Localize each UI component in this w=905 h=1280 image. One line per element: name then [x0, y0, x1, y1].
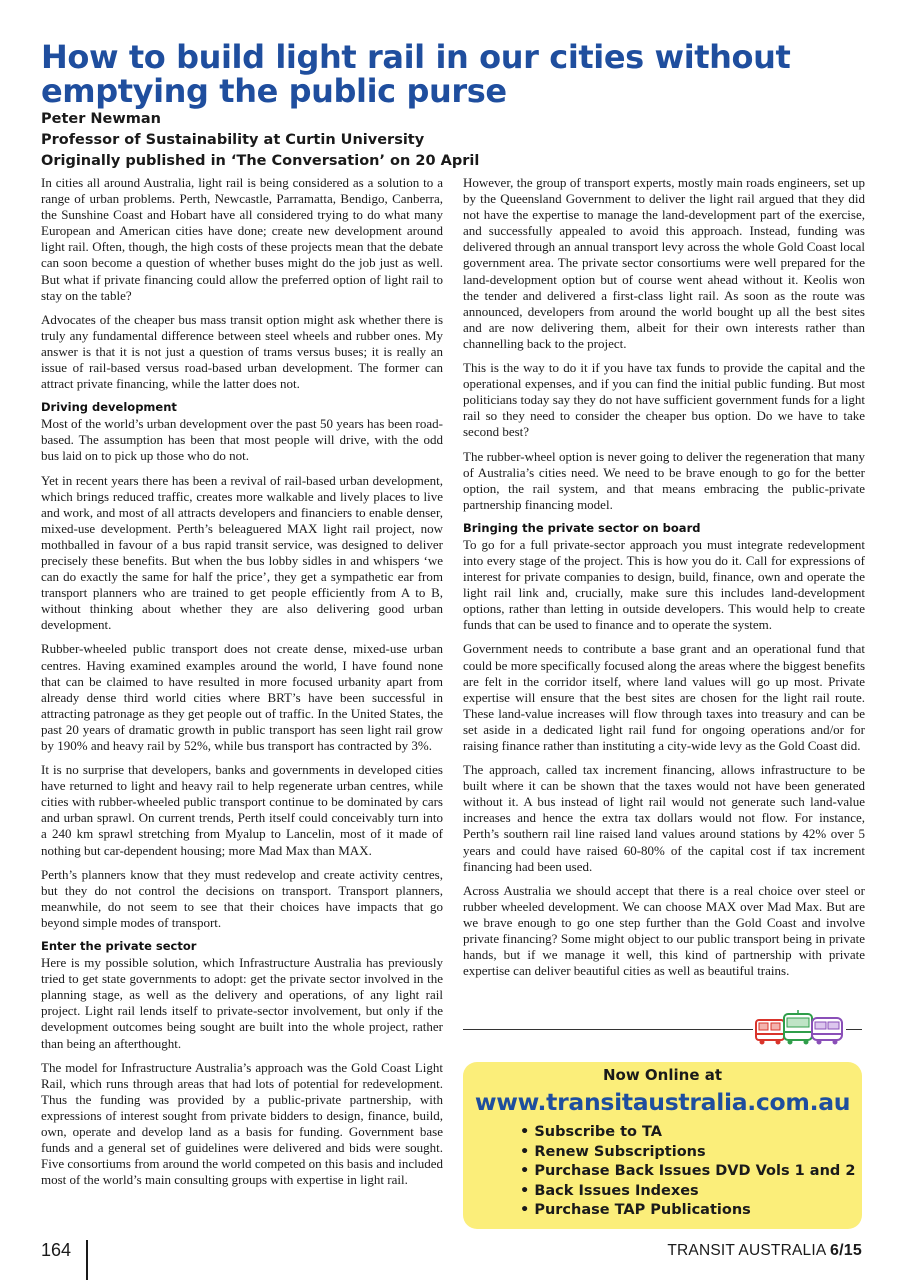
- paragraph: Yet in recent years there has been a revival of rail-based urban development, which brings reduced traffic, creates more walkable and lively places to live and work, and most of all attracts developers and financiers to enable denser, mixed-use development. Perth’s beleaguered MAX light rail project, now mothballed in favour of a bus rapid transit service, was designed to deliver precisely these benefits. But when the bus lobby sidles in and whispers ‘we can do exactly the same for half the price’, they get a sympathetic ear from transport planners who are trained to get people efficiently from A to B, without thinking about whether they are also delivering good urban development.: [41, 472, 443, 633]
- section-heading: Bringing the private sector on board: [463, 520, 701, 535]
- paragraph: The rubber-wheel option is never going to deliver the regeneration that many of Australia’s cities need. We need to be brave enough to go for the better option, the rail system, and that means embracing the public-private partnership financing model.: [463, 448, 865, 512]
- right-column: [463, 175, 865, 987]
- article-end-rule-tail: [846, 1029, 862, 1030]
- promo-item-back-issues-indexes: • Back Issues Indexes: [520, 1182, 855, 1202]
- paragraph: Rubber-wheeled public transport does not create dense, mixed-use urban centres. Having examined examples around the world, I have found none that can be claimed to have resulted in more focused urbanity apart from already dense third world cities where BRT’s have been successful in attracting patronage as they get people out of traffic. In the United States, the past 20 years of dramatic growth in public transport has seen light rail grow by 190% and heavy rail by 52%, while bus transport has contracted by 3%.: [41, 641, 443, 753]
- section-heading: Enter the private sector: [41, 939, 197, 954]
- promo-item-tap-publications: • Purchase TAP Publications: [520, 1201, 855, 1221]
- paragraph: However, the group of transport experts, mostly main roads engineers, set up by the Queensland Government to deliver the light rail argued that they did not have the expertise to manage the land-development part of the exercise, and successfully appealed to avoid this approach. Instead, funding was delivered through an annual transport levy across the whole Gold Coast local government area. The private sector consortiums were well prepared for the land-development option but of course went ahead without it. Keolis won the tender and delivered a first-class light rail. As soon as the route was announced, developers from around the world bought up all the best sites and are now delivering them, albeit for their own interests rather than channelling back to the project.: [463, 175, 865, 351]
- paragraph: Here is my possible solution, which Infrastructure Australia has previously tried to get state governments to adopt: get the private sector involved in the planning stage, as well as the delivery and operations, of any light rail project. Light rail lends itself to private-sector involvement, but only if the development outcomes being sought are built into the whole project, rather than being an afterthought.: [41, 955, 443, 1051]
- article-title: How to build light rail in our cities without emptying the public purse: [41, 38, 791, 110]
- publication-name: TRANSIT AUSTRALIA: [667, 1242, 826, 1259]
- promo-item-subscribe: • Subscribe to TA: [520, 1123, 855, 1143]
- paragraph: In cities all around Australia, light rail is being considered as a solution to a range of urban problems. Perth, Newcastle, Parramatta, Bendigo, Canberra, the Sunshine Coast and Hobart have all considered trying to do what many European and American cities have done; create new development around light rail. Often, though, the high costs of these projects mean that the debate can soon become a question of whether buses might do the job just as well. But what if private financing could allow the preferred option of light rail to stay on the table?: [41, 175, 443, 303]
- page-number: 164: [41, 1240, 72, 1260]
- byline: [41, 109, 881, 172]
- left-column: [41, 175, 443, 1196]
- issue-number: 6/15: [830, 1242, 862, 1259]
- paragraph: This is the way to do it if you have tax funds to provide the capital and the operational expenses, and if you can find the initial public funding. But most politicians today say they do not have sufficient government funds for a light rail so they need to consider the cheaper bus option. Do we have to take second best?: [463, 360, 865, 440]
- footer-rule: [86, 1240, 88, 1280]
- paragraph: Advocates of the cheaper bus mass transit option might ask whether there is truly any fundamental difference between steel wheels and rubber ones. My answer is that it is not just a question of trams versus buses; it is really an issue of rail-based versus road-based urban development. The former can attract private financing, while the latter does not.: [41, 311, 443, 392]
- source-note: Originally published in ‘The Conversation’ on 20 April: [41, 153, 480, 169]
- running-footer: [667, 1242, 862, 1260]
- paragraph: Most of the world’s urban development over the past 50 years has been road-based. The assumption has been that most people will drive, with the odd bus laid on to pick up those who do not.: [41, 416, 443, 464]
- promo-item-renew: • Renew Subscriptions: [520, 1143, 855, 1163]
- paragraph: It is no surprise that developers, banks and governments in developed cities have returned to light and heavy rail to help regenerate urban centres, while cities with rubber-wheeled public transport continue to be dominated by cars and urban sprawl. On current trends, Perth itself could conceivably turn into a 240 km sprawl stretching from Myalup to Lancelin, most of it made of nothing but car-dependent housing; more Mad Max than MAX.: [41, 762, 443, 858]
- article-end-rule: [463, 1029, 753, 1030]
- promo-website-link[interactable]: www.transitaustralia.com.au: [474, 1088, 851, 1116]
- promo-heading: Now Online at: [602, 1066, 723, 1084]
- paragraph: Government needs to contribute a base grant and an operational fund that could be more specifically focused along the areas where the biggest benefits are felt in the corridor itself, where land values will go up most. Private expertise will ensure that the best sites are chosen for the light rail route. These land-value increases will flow through taxes into treasury and can be set aside in a dedicated light rail fund for ongoing operations and/or for raising finance rather than instituting a city-wide levy as the Gold Coast did.: [463, 641, 865, 753]
- paragraph: Across Australia we should accept that there is a real choice over steel or rubber wheeled development. We can choose MAX over Mad Max. But are we brave enough to go one step further than the Gold Coast and involve private financing? Some might object to our public transport being in private hands, but if we manage it well, this kind of partnership with private expertise can deliver beautiful cities as well as beautiful trains.: [463, 882, 865, 979]
- online-promo-box: [463, 1062, 862, 1229]
- author-affiliation: Professor of Sustainability at Curtin University: [41, 132, 425, 148]
- paragraph: The model for Infrastructure Australia’s approach was the Gold Coast Light Rail, which runs through areas that had lots of potential for redevelopment. Thus the funding was provided by a public-private partnership, with expressions of interest sought from private bidders to design, finance, build, own, operate and develop land as a basis for funding. Government base funds and a general set of guidelines were delivered and bids were sought. Five consortiums from around the world competed on this basis and included most of the world’s main consulting groups with expertise in light rail.: [41, 1059, 443, 1188]
- light-rail-trains-icon: [754, 1010, 846, 1046]
- paragraph: The approach, called tax increment financing, allows infrastructure to be built where it can be shown that the taxes would not have been generated without it. A bus instead of light rail would not generate such land-value increases and hence the extra tax dollars would not flow. For instance, Perth’s southern rail line raised land values around stations by 42% over 5 years and could have raised 60-80% of the capital cost if tax increment financing had been used.: [463, 762, 865, 874]
- paragraph: To go for a full private-sector approach you must integrate redevelopment into every stage of the project. This is how you do it. Call for expressions of interest for private companies to design, build, finance, own and operate the light rail link and, crucially, make sure this includes land-development options, rather than letting in outside developers. This would help to create funds that can be used to finance and to operate the system.: [463, 536, 865, 633]
- promo-list: [520, 1123, 855, 1221]
- author-name: Peter Newman: [41, 111, 162, 127]
- paragraph: Perth’s planners know that they must redevelop and create activity centres, but they do not control the decisions on transport. Transport planners, meanwhile, do not seem to see that their choices have impacts that go beyond simple modes of transport.: [41, 866, 443, 930]
- section-heading: Driving development: [41, 400, 177, 415]
- promo-item-back-issues-dvd: • Purchase Back Issues DVD Vols 1 and 2: [520, 1162, 855, 1182]
